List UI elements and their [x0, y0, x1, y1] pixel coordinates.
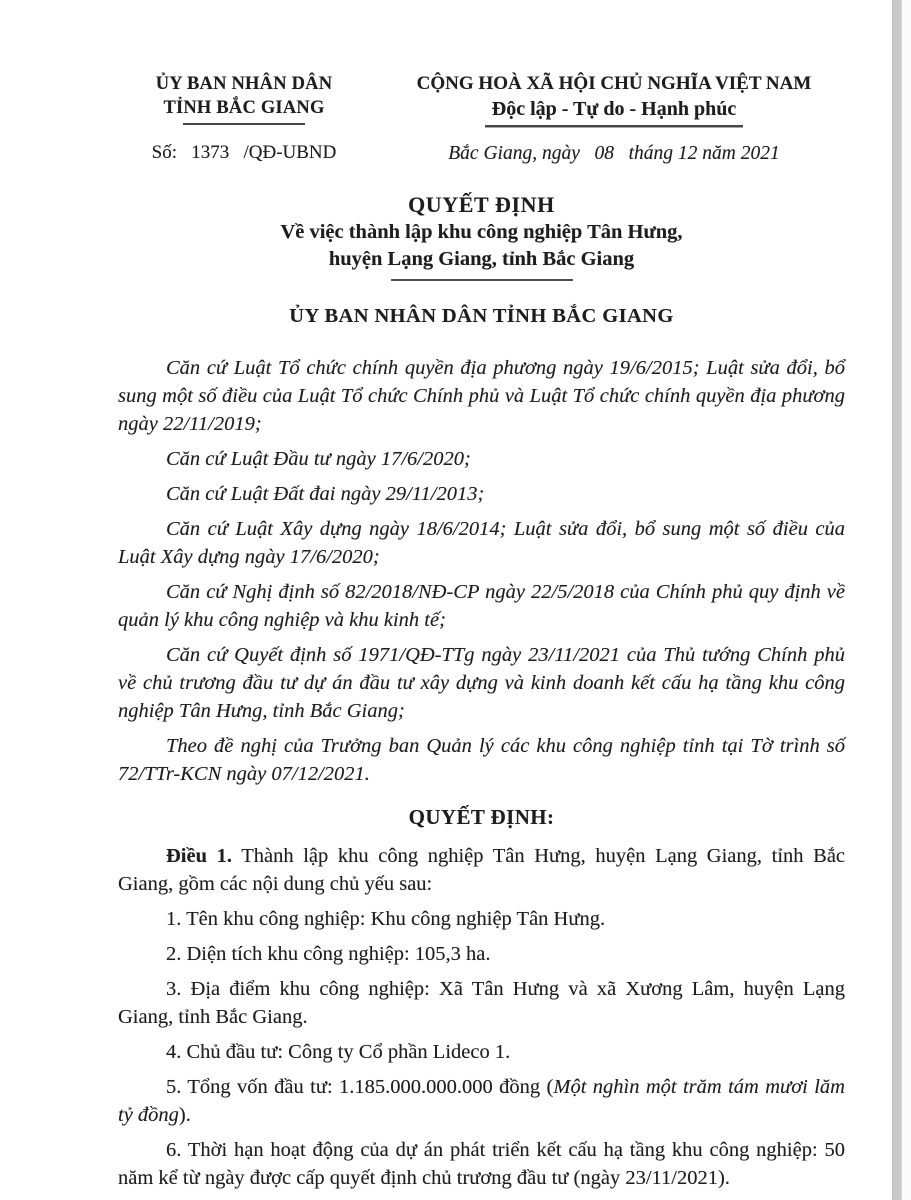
document-header	[118, 72, 845, 165]
preamble-paragraph: Căn cứ Luật Đất đai ngày 29/11/2013;	[166, 483, 485, 505]
article-1-item: 3. Địa điểm khu công nghiệp: Xã Tân Hưng và xã Xương Lâm, huyện Lạng Giang, tỉnh Bắc Giang.	[118, 978, 845, 1028]
authority-underline	[183, 123, 305, 125]
national-motto-block	[383, 72, 845, 165]
preamble-paragraph: Căn cứ Luật Xây dựng ngày 18/6/2014; Luật sửa đổi, bổ sung một số điều của Luật Xây dựng ngày 17/6/2020;	[118, 518, 845, 568]
item5-suffix: ).	[178, 1104, 191, 1126]
preamble-paragraph: Căn cứ Nghị định số 82/2018/NĐ-CP ngày 22/5/2018 của Chính phủ quy định về quản lý khu công nghiệp và khu kinh tế;	[118, 581, 845, 631]
article-1-item	[118, 1073, 845, 1129]
article-1-item: 6. Thời hạn hoạt động của dự án phát triển kết cấu hạ tầng khu công nghiệp: 50 năm kể từ ngày được cấp quyết định chủ trương đầu tư (ngày 23/11/2021).	[118, 1139, 845, 1189]
article-1-item: 4. Chủ đầu tư: Công ty Cổ phần Lideco 1.	[166, 1041, 511, 1063]
title-block	[118, 191, 845, 330]
document-title: QUYẾT ĐỊNH	[408, 192, 555, 217]
issuing-authority-block	[118, 72, 370, 164]
motto-underline	[485, 125, 743, 128]
document-number: Số: 1373 /QĐ-UBND	[151, 142, 337, 163]
preamble-paragraph: Theo đề nghị của Trưởng ban Quản lý các khu công nghiệp tỉnh tại Tờ trình số 72/TTr-KCN ngày 07/12/2021.	[118, 735, 845, 785]
preamble-paragraph: Căn cứ Luật Tổ chức chính quyền địa phương ngày 19/6/2015; Luật sửa đổi, bổ sung một số điều của Luật Tổ chức Chính phủ và Luật Tổ chức chính quyền địa phương ngày 22/11/2019;	[118, 357, 845, 435]
deciding-authority-heading: ỦY BAN NHÂN DÂN TỈNH BẮC GIANG	[289, 305, 674, 327]
article-1-label: Điều 1.	[166, 845, 232, 867]
preamble-paragraph: Căn cứ Luật Đầu tư ngày 17/6/2020;	[166, 448, 471, 470]
national-motto: Độc lập - Tự do - Hạnh phúc	[491, 98, 737, 120]
document-subtitle-line1: Về việc thành lập khu công nghiệp Tân Hưng,	[280, 221, 683, 243]
article-1-text: Thành lập khu công nghiệp Tân Hưng, huyện Lạng Giang, tỉnh Bắc Giang, gồm các nội dung chủ yếu sau:	[118, 845, 846, 895]
authority-name-line1: ỦY BAN NHÂN DÂN	[155, 74, 333, 94]
item5-amount-in-words: Một nghìn một trăm tám mươi lăm tỷ đồng	[118, 1076, 845, 1126]
vertical-scrollbar[interactable]	[892, 0, 902, 1200]
document-body	[118, 354, 845, 1192]
preamble-paragraph: Căn cứ Quyết định số 1971/QĐ-TTg ngày 23/11/2021 của Thủ tướng Chính phủ về chủ trương đầu tư dự án đầu tư xây dựng và kinh doanh kết cấu hạ tầng khu công nghiệp Tân Hưng, tỉnh Bắc Giang;	[118, 644, 845, 722]
article-1-item: 1. Tên khu công nghiệp: Khu công nghiệp Tân Hưng.	[166, 908, 606, 930]
article-1-item: 2. Diện tích khu công nghiệp: 105,3 ha.	[166, 943, 491, 965]
item5-prefix: 5. Tổng vốn đầu tư: 1.185.000.000.000 đồng (	[166, 1076, 554, 1098]
decision-section-heading: QUYẾT ĐỊNH:	[408, 805, 555, 829]
place-date-line: Bắc Giang, ngày 08 tháng 12 năm 2021	[448, 143, 780, 164]
article-1-paragraph	[118, 842, 845, 898]
authority-name-line2: TỈNH BẮC GIANG	[163, 98, 325, 118]
title-underline	[391, 279, 573, 281]
document-subtitle-line2: huyện Lạng Giang, tỉnh Bắc Giang	[328, 248, 635, 270]
national-title: CỘNG HOÀ XÃ HỘI CHỦ NGHĨA VIỆT NAM	[416, 73, 812, 94]
